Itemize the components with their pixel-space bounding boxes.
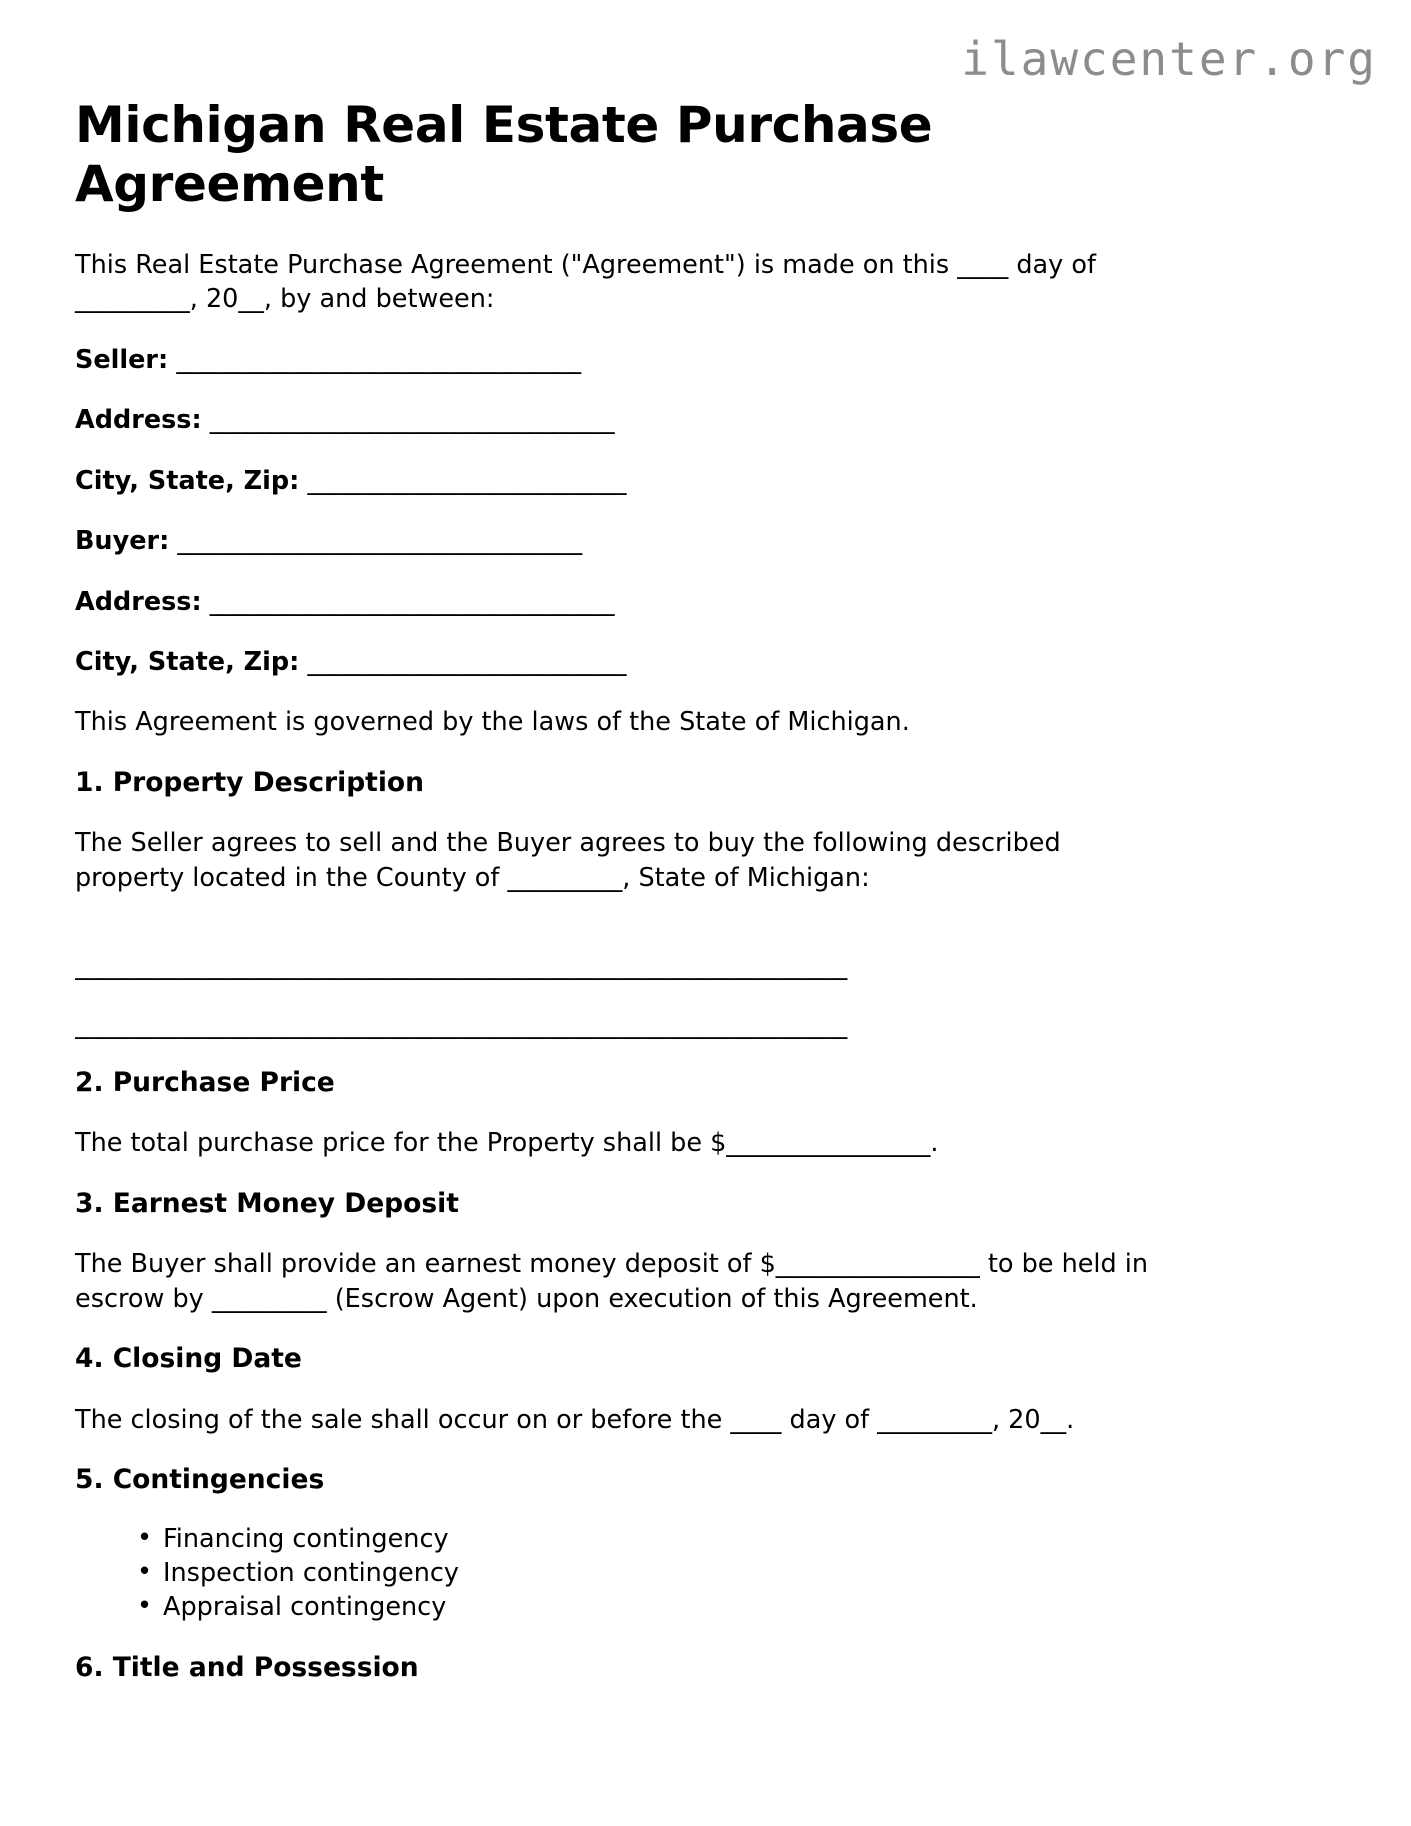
property-description-rule-1[interactable]: _______________________________________________________________ (75, 951, 847, 982)
field-buyer-city-state-zip (75, 645, 1255, 679)
page-title: Michigan Real Estate Purchase Agreement (75, 96, 933, 213)
field-seller-blank[interactable]: _________________________________ (176, 344, 581, 375)
field-buyer-address-blank[interactable]: _________________________________ (209, 586, 615, 617)
section-heading-closing-date: 4. Closing Date (75, 1343, 302, 1375)
rule-spacer (75, 921, 1255, 949)
field-buyer-label: Buyer: (75, 526, 170, 557)
list-item: • Inspection contingency (137, 1557, 1255, 1591)
contingencies-list (75, 1523, 1255, 1625)
field-seller-address-label: Address: (75, 405, 202, 436)
field-buyer-city-state-zip-label: City, State, Zip: (75, 646, 300, 677)
section-heading-purchase-price: 2. Purchase Price (75, 1066, 335, 1098)
list-item: • Financing contingency (137, 1523, 1255, 1557)
field-seller-address (75, 403, 1255, 437)
document-content (75, 96, 1255, 1712)
field-seller-city-state-zip (75, 464, 1255, 498)
governing-law-paragraph: This Agreement is governed by the laws of the State of Michigan. (75, 707, 910, 738)
section-heading-title-and-possession: 6. Title and Possession (75, 1652, 419, 1684)
section-paragraph-earnest-money-deposit: The Buyer shall provide an earnest money deposit of $________________ to be held in escrow by _________ (Escrow Agent) upon execution of this Agreement. (75, 1249, 1149, 1314)
field-seller-label: Seller: (75, 344, 169, 375)
field-seller-city-state-zip-blank[interactable]: __________________________ (307, 465, 626, 496)
section-paragraph-purchase-price: The total purchase price for the Property shall be $________________. (75, 1128, 939, 1159)
site-watermark: ilawcenter.org (961, 32, 1377, 86)
field-buyer-city-state-zip-blank[interactable]: __________________________ (307, 646, 626, 677)
property-description-rule-2[interactable]: _______________________________________________________________ (75, 1009, 847, 1040)
section-heading-contingencies: 5. Contingencies (75, 1463, 325, 1495)
field-buyer-blank[interactable]: _________________________________ (177, 526, 582, 557)
section-paragraph-property-description: The Seller agrees to sell and the Buyer agrees to buy the following described property located in the County of _________, State of Michigan: (75, 828, 1061, 893)
field-buyer (75, 524, 1255, 558)
field-seller-city-state-zip-label: City, State, Zip: (75, 465, 300, 496)
field-buyer-address-label: Address: (75, 586, 202, 617)
list-item: • Appraisal contingency (137, 1591, 1255, 1625)
field-buyer-address (75, 585, 1255, 619)
section-paragraph-closing-date: The closing of the sale shall occur on or before the ____ day of _________, 20__. (75, 1404, 1075, 1435)
field-seller (75, 343, 1255, 377)
field-seller-address-blank[interactable]: _________________________________ (209, 405, 615, 436)
intro-paragraph: This Real Estate Purchase Agreement ("Agreement") is made on this ____ day of _________, 20__, by and between: (75, 250, 1096, 315)
section-heading-property-description: 1. Property Description (75, 766, 425, 798)
section-heading-earnest-money-deposit: 3. Earnest Money Deposit (75, 1187, 459, 1219)
